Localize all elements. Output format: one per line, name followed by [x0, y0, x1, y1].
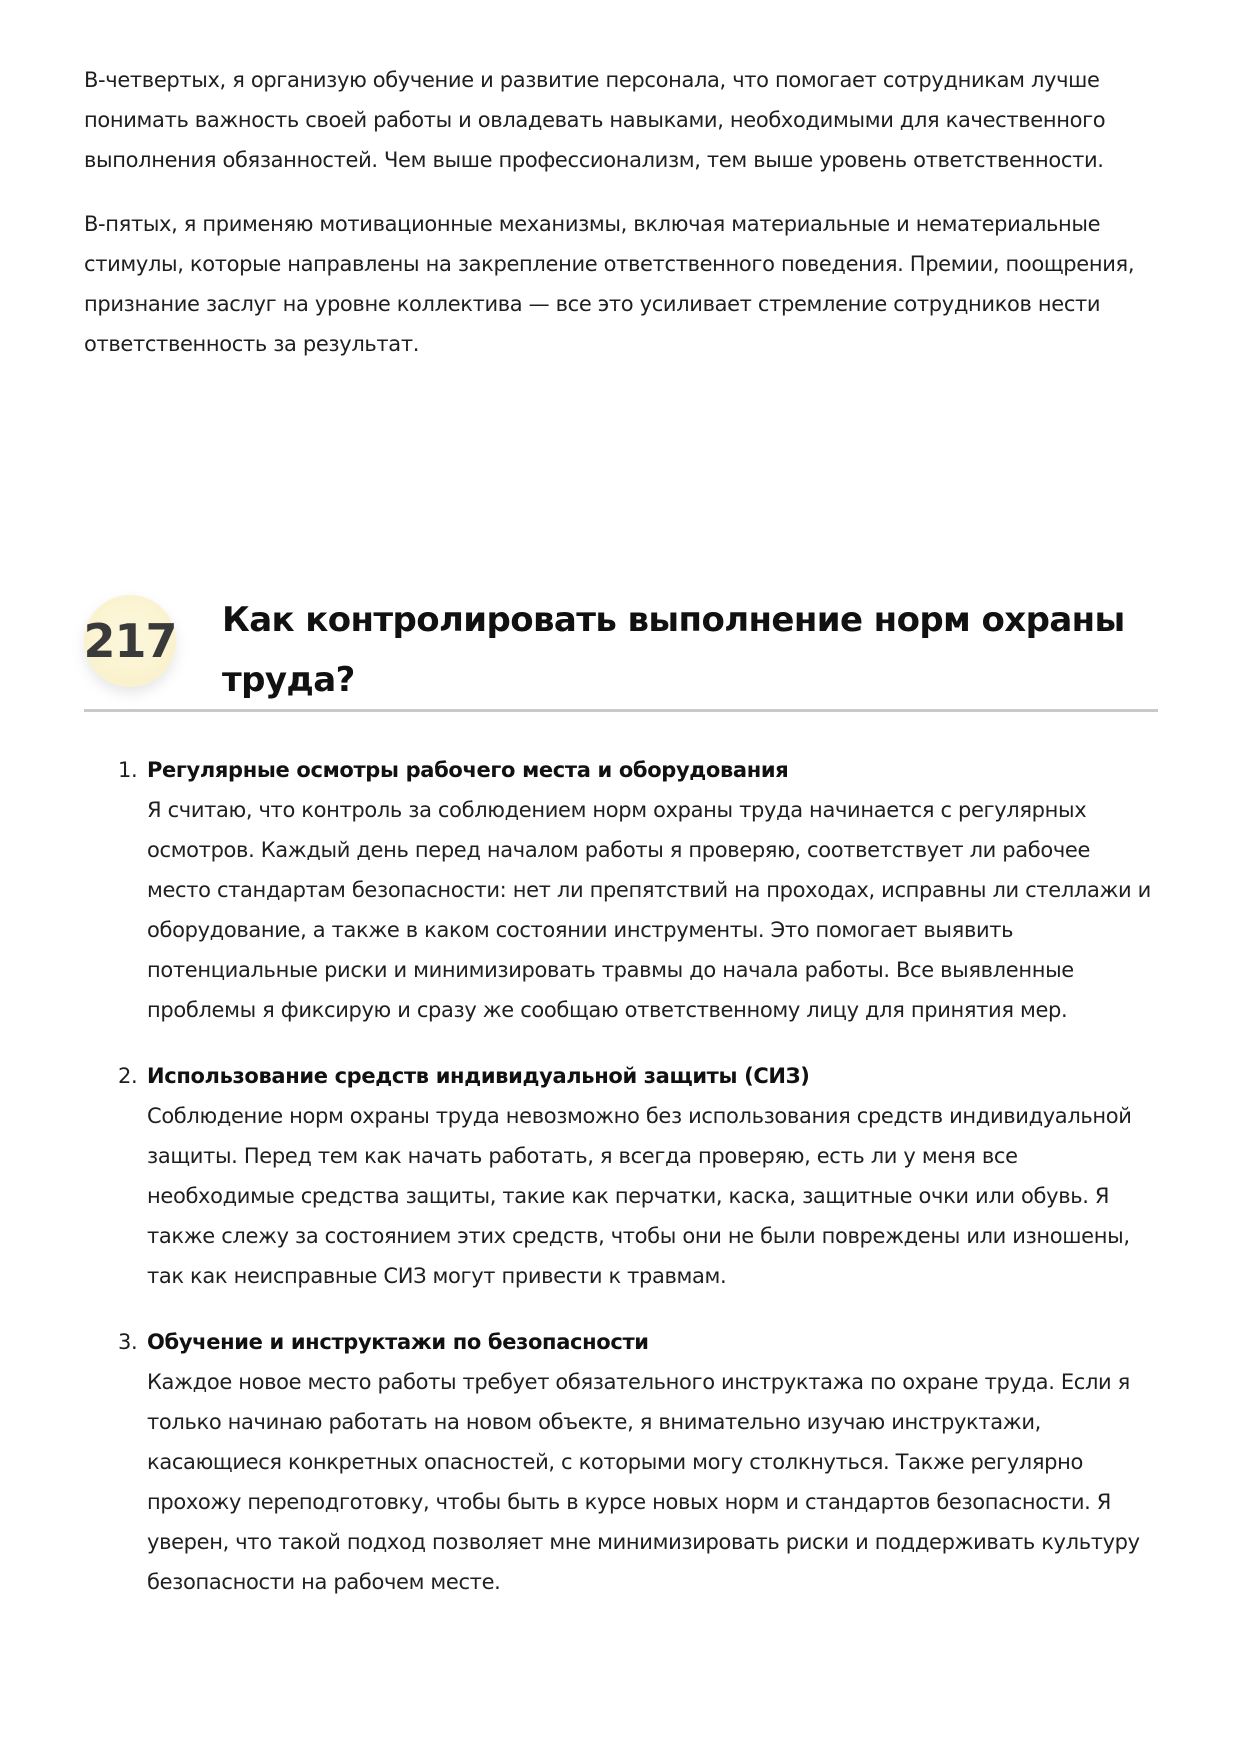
list-item-body: Я считаю, что контроль за соблюдением норм охраны труда начинается с регулярных осмотров. Каждый день перед началом работы я проверяю, соответствует ли рабочее место стандартам безопасности: нет ли препятствий на проходах, исправны ли стеллажи и оборудование, а также в каком состоянии инструменты. Это помогает выявить потенциальные риски и минимизировать травмы до начала работы. Все выявленные проблемы я фиксирую и сразу же сообщаю ответственному лицу для принятия мер. [147, 798, 1151, 1022]
intro-text [84, 60, 1158, 388]
section-header [84, 590, 1158, 712]
list-item-body: Соблюдение норм охраны труда невозможно без использования средств индивидуальной защиты. Перед тем как начать работать, я всегда проверяю, есть ли у меня все необходимые средства защиты, такие как перчатки, каска, защитные очки или обувь. Я также слежу за состоянием этих средств, чтобы они не были повреждены или изношены, так как неисправные СИЗ могут привести к травмам. [147, 1104, 1132, 1288]
list-item-title: Обучение и инструктажи по безопасности [147, 1330, 649, 1354]
list-item-number: 2. [118, 1064, 138, 1088]
list-item-body: Каждое новое место работы требует обязательного инструктажа по охране труда. Если я только начинаю работать на новом объекте, я внимательно изучаю инструктажи, касающиеся конкретных опасностей, с которыми могу столкнуться. Также регулярно прохожу переподготовку, чтобы быть в курсе новых норм и стандартов безопасности. Я уверен, что такой подход позволяет мне минимизировать риски и поддерживать культуру безопасности на рабочем месте. [147, 1370, 1140, 1594]
question-number: 217 [83, 614, 177, 668]
list-item [84, 1056, 1158, 1296]
section-title: Как контролировать выполнение норм охраны труда? [222, 600, 1125, 700]
list-item-number: 1. [118, 758, 138, 782]
list-item [84, 1322, 1158, 1602]
list-item-title: Регулярные осмотры рабочего места и оборудования [147, 758, 789, 782]
list-item [84, 750, 1158, 1030]
intro-paragraph-5: В-пятых, я применяю мотивационные механизмы, включая материальные и нематериальные стимулы, которые направлены на закрепление ответственного поведения. Премии, поощрения, признание заслуг на уровне коллектива — все это усиливает стремление сотрудников нести ответственность за результат. [84, 212, 1135, 356]
list-item-number: 3. [118, 1330, 138, 1354]
question-number-badge [84, 595, 176, 687]
list-item-title: Использование средств индивидуальной защиты (СИЗ) [147, 1064, 810, 1088]
steps-list [84, 750, 1158, 1628]
intro-paragraph-4: В-четвертых, я организую обучение и развитие персонала, что помогает сотрудникам лучше понимать важность своей работы и овладевать навыками, необходимыми для качественного выполнения обязанностей. Чем выше профессионализм, тем выше уровень ответственности. [84, 68, 1106, 172]
